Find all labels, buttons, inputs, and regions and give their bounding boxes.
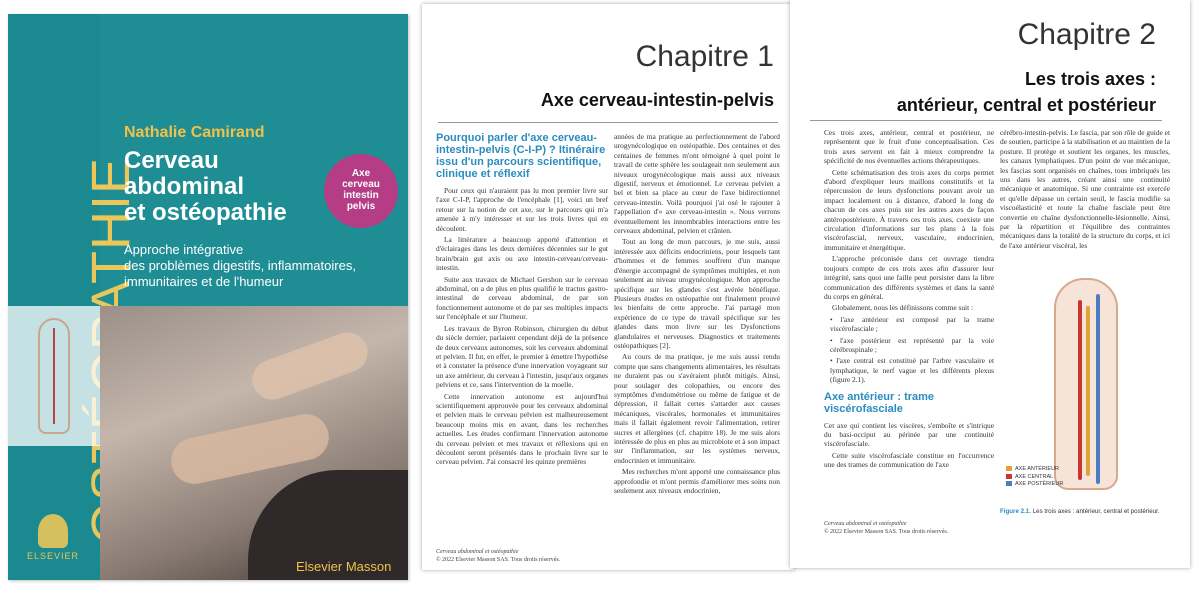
cover-badge (324, 154, 398, 228)
paragraph: Mes recherches m'ont apporté une connaissance plus approfondie et m'ont permis d'améliorer mes soins non seulement aux niveaux endocrinien, (614, 467, 780, 496)
paragraph: Tout au long de mon parcours, je me suis, aussi intéressée aux déficits endocriniens, pour lesquels tant d'hommes et de femmes souffrent d'un manque d'énergie accompagné de symptômes multiples, et non seulement au niveau urogynécologique. Mon approche spécifique sur les glandes s'est avérée bénéfique. Plusieurs études en ostéopathie ont finalement prouvé les bienfaits de cette approche. J'ai partagé mon expérience de ce type de travail spécifique sur les glandes dans mon livre sur les Dysfonctions glandulaires et nerveuses. Diagnostics et traitements ostéopathiques [2]. (614, 237, 780, 350)
figure-caption-label: Figure 2.1. (1000, 508, 1031, 515)
figure-body-outline (1054, 278, 1118, 490)
paragraph: Pour ceux qui n'auraient pas lu mon premier livre sur l'axe C-I-P, l'approche de l'encéphale [1], voici un bref retour sur la notion de cet axe, sur le parcours qui m'a amenée à m'y intéresser et sur les trois livres qui en découlent. (436, 186, 608, 233)
footer-line: © 2022 Elsevier Masson SAS. Tous droits réservés. (824, 529, 949, 535)
paragraph: Cette schématisation des trois axes du corps permet d'abord d'expliquer leurs maillons constitutifs et la répercussion de leurs dysfonctions pouvant avoir un impact localement ou à distance, d'abord le long de chacun de ces axes puis sur les autres axes de façon antéropostérieure. À travers ces trois axes, coexiste une circulation d'informations sur les plans à la fois viscérofascial, nerveux, vasculaire, endocrinien, immunitaire et énergétique. (824, 167, 994, 252)
logo-text: ELSEVIER (26, 551, 80, 561)
book-cover (8, 14, 408, 580)
text-column-right (614, 132, 780, 497)
paragraph: Cet axe qui contient les viscères, s'emboîte et s'intrique du basi-occiput au périnée par une continuité viscérofasciale. (824, 420, 994, 449)
chapter-title-line: Les trois axes : (1024, 69, 1156, 89)
cover-title-line: et ostéopathie (124, 199, 287, 226)
text-column-right (1000, 128, 1170, 252)
figure-three-axes (1000, 270, 1176, 506)
cover-author: Nathalie Camirand (124, 124, 265, 141)
cover-subtitle (124, 242, 404, 290)
divider (438, 122, 778, 123)
badge-line: Axe (351, 168, 371, 179)
cover-subtitle-line: des problèmes digestifs, inflammatoires, (124, 258, 356, 273)
paragraph: années de ma pratique au perfectionnement de l'abord urogynécologique en ostéopathie. Des centaines et des centaines de femmes m'ont témoigné à quel point le travail de cette sphère les soulageait non seulement aux niveaux urogynécologique mais aussi aux niveaux digestif, nerveux et émotionnel. Le cerveau pelvien a bel et bien sa place au cœur de l'axe bidirectionnel cerveau-intestin. Voilà pourquoi j'ai osé le rajouter à l'appellation d'« axe cerveau-intestin ». Nous verrons éventuellement les innombrables interactions entre les cerveaux abdominal, pelvien et crânien. (614, 132, 780, 236)
cover-photo (100, 306, 408, 580)
section-heading: Pourquoi parler d'axe cerveau-intestin-pelvis (C-I-P) ? Itinéraire issu d'un parcours scientifique, clinique et réflexif (436, 132, 606, 180)
chapter-title (897, 66, 1156, 118)
figure-caption-text: Les trois axes : antérieur, central et postérieur. (1032, 508, 1160, 515)
cover-subtitle-line: immunitaires et de l'humeur (124, 274, 284, 289)
legend-item (1006, 481, 1063, 489)
text-column-left (436, 132, 608, 469)
text-column-left (824, 128, 994, 472)
legend-label: AXE ANTÉRIEUR (1015, 466, 1060, 472)
elsevier-logo (18, 514, 88, 561)
legend-swatch (1006, 481, 1012, 486)
axis-posterior-line (1096, 294, 1100, 484)
cover-subtitle-line: Approche intégrative (124, 242, 244, 257)
paragraph: Globalement, nous les définissons comme suit : (832, 303, 974, 313)
page-chapter-2 (790, 0, 1190, 568)
paragraph: Ces trois axes, antérieur, central et postérieur, ne représentent que le fruit d'une conceptualisation. Ces trois axes servent en fait à mieux comprendre la spécificité de nos éventuelles actions thérapeutiques. (824, 128, 994, 166)
paragraph: La littérature a beaucoup apporté d'attention et d'éclairages dans les deux dernières décennies sur le gut brain/brain gut axis ou axe intestin-cerveau/cerveau-intestin. (436, 235, 608, 273)
bullet-text: l'axe antérieur est composé par la trame viscérofasciale ; (830, 314, 994, 334)
bullet-text: l'axe central est constitué par l'arbre vasculaire et lymphatique, le nerf vague et les différents plexus (figure 2.1). (830, 356, 994, 385)
legend-item (1006, 466, 1063, 474)
badge-line: intestin (343, 190, 379, 201)
cover-publisher: Elsevier Masson (296, 559, 392, 574)
chapter-number: Chapitre 1 (635, 40, 774, 73)
page-chapter-1 (422, 4, 794, 570)
figure-legend (1006, 466, 1063, 489)
footer-line: Cerveau abdominal et ostéopathie (436, 549, 519, 555)
page-footer (824, 520, 948, 536)
legend-swatch (1006, 466, 1012, 471)
photo-hand (247, 327, 373, 406)
footer-line: Cerveau abdominal et ostéopathie (824, 521, 907, 527)
cover-title-line: abdominal (124, 173, 245, 200)
footer-line: © 2022 Elsevier Masson SAS. Tous droits réservés. (436, 557, 561, 563)
paragraph: cérébro-intestin-pelvis. Le fascia, par son rôle de guide et de soutien, participe à la stabilisation et au maintien de la posture. Il protège et soutient les organes, les muscles, les canaux lymphatiques. D'un point de vue mécanique, les fascias sont organisés en chaînes, tous imbriqués les uns dans les autres, créant ainsi une continuité mécanique et anatomique. Si une contrainte est exercée et qu'elle dépasse un certain seuil, le fascia modifie sa viscoélasticité et toute la chaîne fasciale peut être convertie en chaîne dysfonctionnelle-lésionnelle. Ainsi, par la répartition et l'équilibre des contraintes mécaniques dans la totalité de la structure du corps, et ici de l'axe antérieur viscéral, les (1000, 128, 1170, 250)
legend-item (1006, 474, 1063, 482)
legend-label: AXE CENTRAL (1015, 473, 1054, 480)
cover-title-line: Cerveau (124, 147, 219, 174)
section-heading: Axe antérieur : trame viscérofasciale (824, 390, 935, 415)
chapter-title-line: antérieur, central et postérieur (896, 95, 1156, 115)
page-footer (436, 548, 560, 564)
spine-line (53, 328, 55, 424)
chapter-title: Axe cerveau-intestin-pelvis (540, 90, 774, 110)
paragraph: Les travaux de Byron Robinson, chirurgien du début du siècle dernier, parlaient cependant déjà de la présence de deux cerveaux autonomes, soit les cerveaux abdominal et pelvien. Il fut, en effet, le premier à émettre l'hypothèse et à constater la présence d'une innervation voyageant sur un axe antérieur, du cerveau à l'intestin, jusqu'aux organes pelviens et ce, sans l'intervention de la moelle. (436, 323, 608, 390)
legend-label: AXE POSTÉRIEUR (1015, 481, 1064, 487)
bullet-text: l'axe postérieur est représenté par la voie cérébrospinale ; (830, 335, 994, 354)
bullet-item: • l'axe central est constitué par l'arbre vasculaire et lymphatique, le nerf vague et les différents plexus (figure 2.1). (830, 356, 994, 385)
bullet-item: • l'axe antérieur est composé par la trame viscérofasciale ; (830, 314, 994, 334)
paragraph: L'approche préconisée dans cet ouvrage tiendra toujours compte de ces trois axes afin d'assurer leur intégrité, sans quoi une faille peut persister dans la libre communication des différents systèmes et dans la santé du corps en général. (824, 254, 994, 301)
badge-line: pelvis (346, 201, 376, 212)
legend-swatch (1006, 474, 1012, 479)
axis-anterior-line (1086, 306, 1090, 476)
paragraph: Au cours de ma pratique, je me suis aussi rendu compte que sans changements alimentaires, les résultats ne duraient pas ou s'avéraient plutôt mitigés. Ainsi, pour soulager des colopathies, ou encore des symptômes d'endométriose ou même de fatigue et de dépression, il fallait certes s'attarder aux causes mécaniques, viscérales, hormonales et immunitaires mais il fallait également revoir l'alimentation, retirer sucres et allergènes (cf. chapitre 18). Je me suis alors intéressée de plus en plus au microbiote et à son impact sur l'inflammation, sur les systèmes nerveux, endocrinien et immunitaire. (614, 352, 780, 465)
bullet-item: • l'axe postérieur est représenté par la voie cérébrospinale ; (830, 335, 994, 354)
badge-line: cerveau (342, 179, 380, 190)
divider (810, 120, 1162, 121)
paragraph: Cette suite viscérofasciale constitue en l'occurrence une des trames de communication de l'axe (824, 450, 994, 470)
axis-central-line (1078, 300, 1082, 480)
paragraph: Cette innervation autonome est aujourd'hui scientifiquement approuvée pour les cerveaux abdominal et pelvien mais le cerveau pelvien est malheureusement beaucoup moins mis en avant, dans les recherches actuelles. Les études confirmant l'innervation autonome du cerveau pelvien et mes travaux et réflexions qui en découlent seront présentés dans le prochain livre sur le cerveau pelvien. J'ai consacré les quinze premières (436, 391, 608, 467)
paragraph: Suite aux travaux de Michael Gershon sur le cerveau abdominal, on a de plus en plus qualifié le tractus gastro-intestinal de cerveau abdominal, de par son fonctionnement autonome et de par ses multiples impacts sur l'encéphale et sur l'humeur. (436, 274, 608, 322)
cover-title (124, 148, 324, 226)
chapter-number: Chapitre 2 (1017, 18, 1156, 51)
figure-caption (1000, 508, 1160, 515)
cover-anatomy-figure (8, 306, 100, 446)
tree-icon (38, 514, 68, 548)
